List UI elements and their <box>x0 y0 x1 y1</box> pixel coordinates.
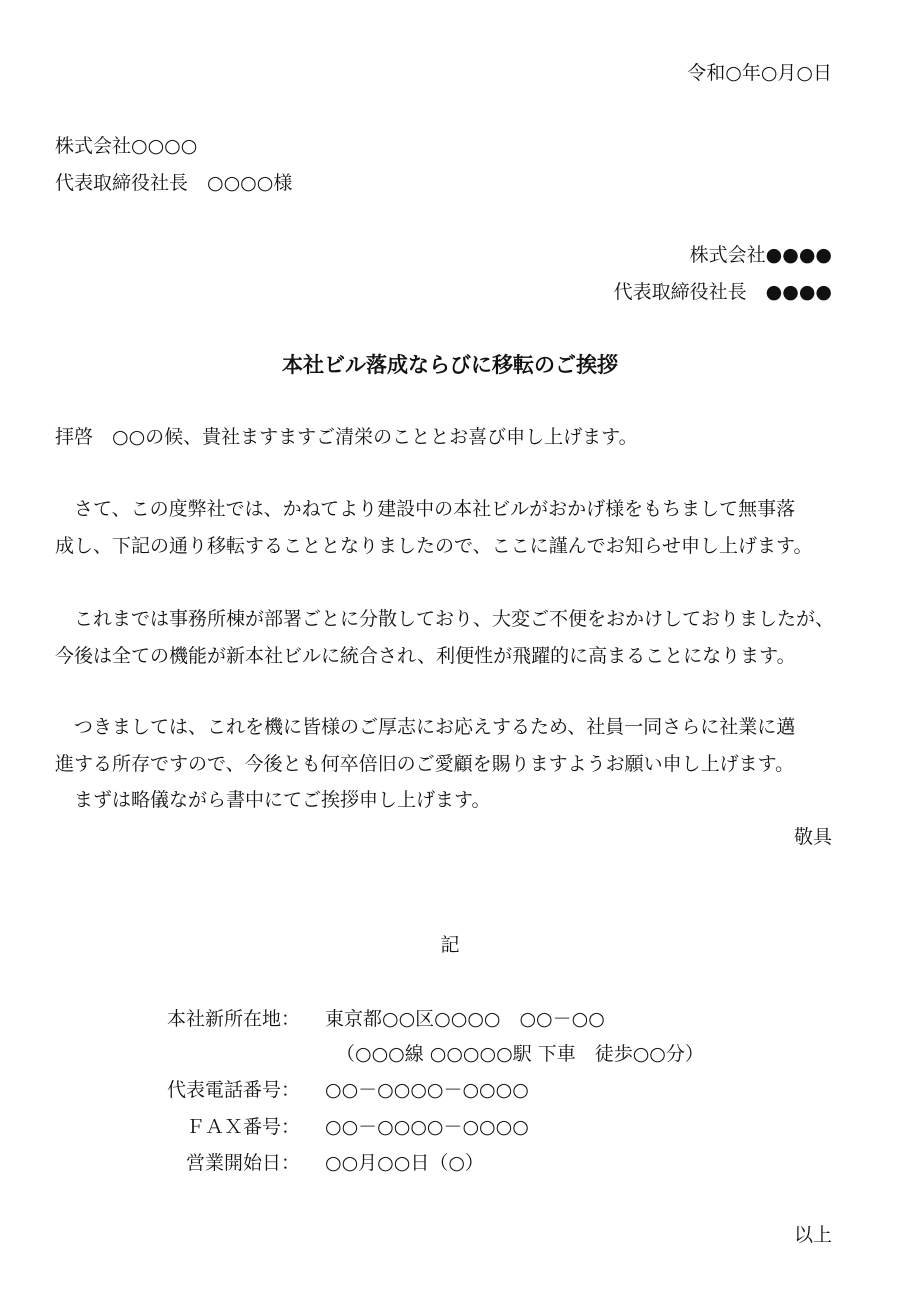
recipient-representative: 代表取締役社長 ○○○○様 <box>55 172 293 194</box>
notes-label-phone: 代表電話番号： <box>166 1079 300 1101</box>
paragraph-2-line-1: これまでは事務所棟が部署ごとに分散しており、大変ご不便をおかけしておりましたが、 <box>74 608 835 630</box>
notes-heading: 記 <box>440 934 460 956</box>
notes-label-address: 本社新所在地： <box>166 1008 300 1030</box>
notes-value-phone: ○○－○○○○－○○○○ <box>325 1079 529 1101</box>
notes-label-opening-date: 営業開始日： <box>185 1152 300 1174</box>
paragraph-2-line-2: 今後は全ての機能が新本社ビルに統合され、利便性が飛躍的に高まることになります。 <box>55 645 796 667</box>
notes-value-access: （○○○線 ○○○○○駅 下車 徒歩○○分） <box>336 1043 704 1065</box>
notes-label-fax: ＦＡＸ番号： <box>185 1116 300 1138</box>
paragraph-1-line-2: 成し、下記の通り移転することとなりましたので、ここに謹んでお知らせ申し上げます。 <box>55 535 813 557</box>
notes-value-fax: ○○－○○○○－○○○○ <box>325 1116 529 1138</box>
sender-company: 株式会社●●●● <box>689 244 832 266</box>
paragraph-3-line-3: まずは略儀ながら書中にてご挨拶申し上げます。 <box>74 789 491 811</box>
paragraph-3-line-2: 進する所存ですので、今後とも何卒倍旧のご愛顧を賜りますようお願い申し上げます。 <box>55 753 795 775</box>
letter-title: 本社ビル落成ならびに移転のご挨拶 <box>282 352 618 377</box>
paragraph-1-line-1: さて、この度弊社では、かねてより建設中の本社ビルがおかげ様をもちまして無事落 <box>74 498 796 520</box>
paragraph-3-line-1: つきましては、これを機に皆様のご厚志にお応えするため、社員一同さらに社業に邁 <box>74 716 796 738</box>
closing-keigu: 敬具 <box>793 826 832 848</box>
sender-representative: 代表取締役社長 ●●●● <box>613 281 832 303</box>
letter-date: 令和○年○月○日 <box>687 62 832 84</box>
notes-value-opening-date: ○○月○○日（○） <box>325 1152 484 1174</box>
notes-end: 以上 <box>793 1224 832 1246</box>
opening-line: 拝啓 ○○の候、貴社ますますご清栄のこととお喜び申し上げます。 <box>55 426 638 448</box>
recipient-company: 株式会社○○○○ <box>55 135 198 157</box>
notes-value-address: 東京都○○区○○○○ ○○－○○ <box>325 1008 605 1030</box>
